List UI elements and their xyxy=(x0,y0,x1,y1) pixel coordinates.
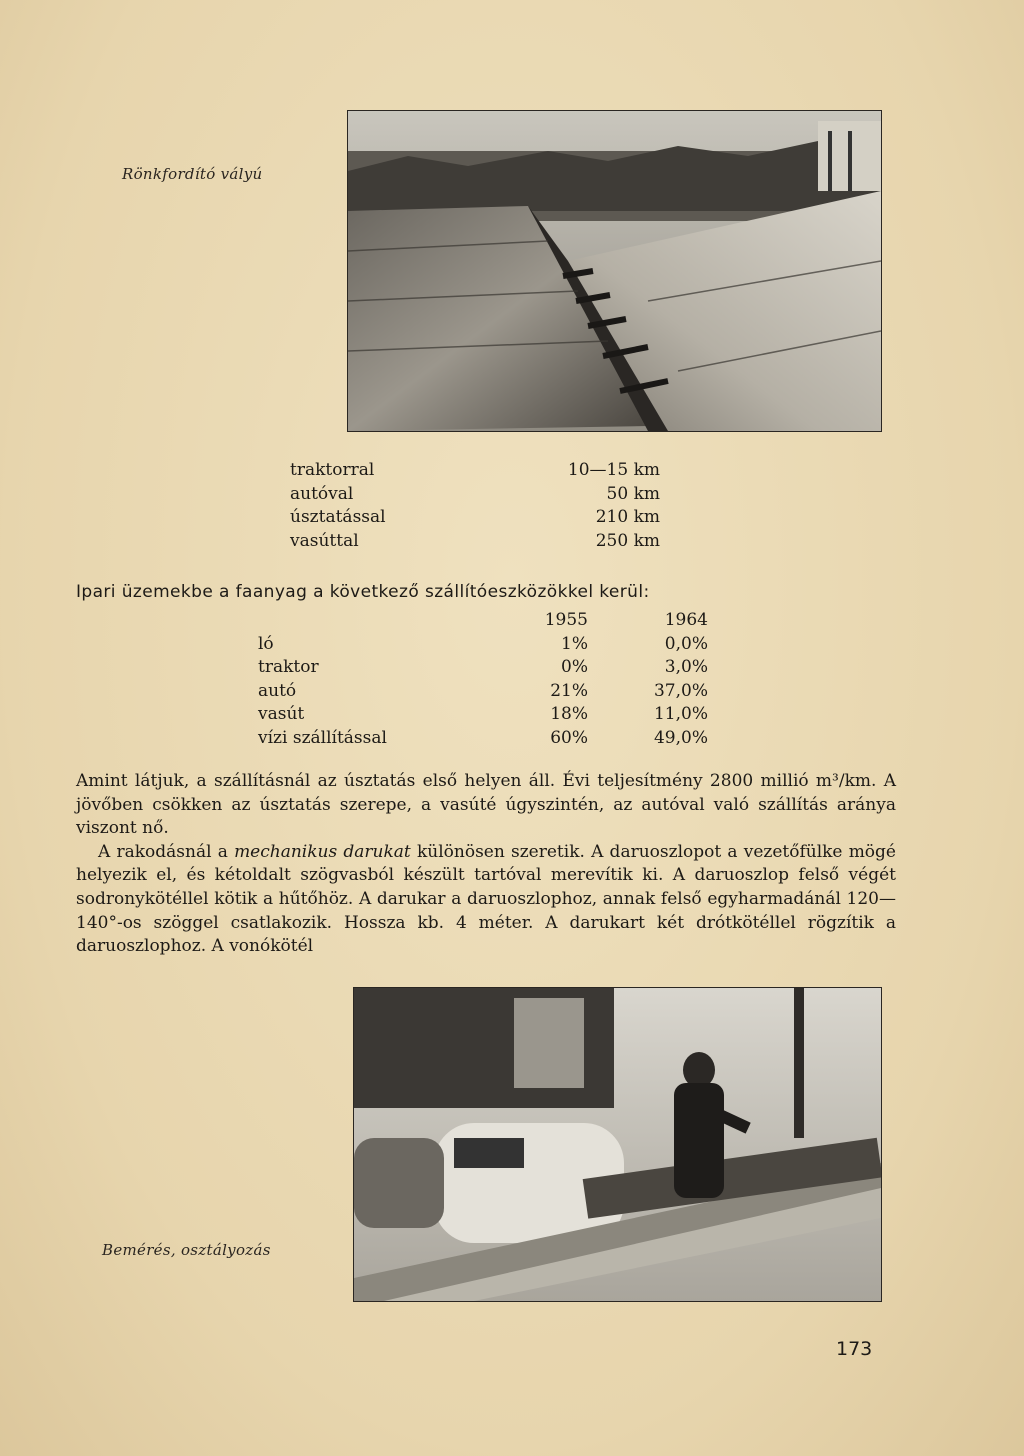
table-row xyxy=(290,531,660,555)
transport-mode: vízi szállítással xyxy=(258,727,387,748)
table-row xyxy=(258,657,728,681)
measuring-sorting-photo xyxy=(353,987,882,1302)
transport-mode: autó xyxy=(258,680,297,701)
share-1955: 0% xyxy=(561,657,588,677)
transport-mode: traktor xyxy=(258,657,319,677)
distance-mode-label: traktorral xyxy=(290,460,375,480)
year-header: 1964 xyxy=(664,610,708,630)
paragraph: A rakodásnál a mechanikus darukat különösen szeretik. A daruoszlopot a vezetőfülke mögé helyezik el, és kétoldalt szögvasból készült tartóval merevítik ki. A daruoszlop felső végét sodronykötéllel kötik a hűtőhöz. A darukar a daruoszlophoz, annak felső egyharmadánál 120—140°-os szöggel csatlakozik. Hossza kb. 4 méter. A darukart két drótkötéllel rögzítik a daruoszlophoz. A vonókötél xyxy=(76,841,896,957)
distance-mode-label: autóval xyxy=(290,483,354,504)
transport-mode: vasút xyxy=(258,704,305,724)
distance-mode-label: úsztatással xyxy=(290,507,386,527)
table-header-row xyxy=(258,610,728,634)
share-1964: 0,0% xyxy=(664,633,708,654)
share-1964: 37,0% xyxy=(653,680,708,701)
bottom-photo-caption: Bemérés, osztályozás xyxy=(102,1241,271,1259)
top-photo-caption: Rönkfordító vályú xyxy=(122,165,263,183)
body-text xyxy=(76,770,896,959)
distance-value: 10—15 km xyxy=(567,460,660,480)
transport-share-table xyxy=(258,610,728,751)
table-row xyxy=(290,507,660,531)
table-row xyxy=(258,704,728,728)
table-row xyxy=(290,460,660,484)
distance-value: 50 km xyxy=(606,483,660,504)
share-1955: 1% xyxy=(561,633,588,654)
distance-value: 210 km xyxy=(595,507,660,527)
table-row xyxy=(258,681,728,705)
page-number: 173 xyxy=(836,1338,873,1360)
intro-sentence: Ipari üzemekbe a faanyag a következő szállítóeszközökkel kerül: xyxy=(76,582,650,602)
distance-table xyxy=(290,460,660,554)
year-header: 1955 xyxy=(544,610,588,630)
table-row xyxy=(290,484,660,508)
table-row xyxy=(258,634,728,658)
distance-value: 250 km xyxy=(595,530,660,551)
share-1964: 3,0% xyxy=(664,657,708,677)
transport-mode: ló xyxy=(258,633,274,654)
distance-mode-label: vasúttal xyxy=(290,530,359,551)
emphasis: mechanikus darukat xyxy=(234,841,411,862)
share-1964: 49,0% xyxy=(653,727,708,748)
paragraph: Amint látjuk, a szállításnál az úsztatás első helyen áll. Évi teljesítmény 2800 millió m³/km. A jövőben csökken az úsztatás szerepe, a vasúté úgyszintén, az autóval való szállítás aránya viszont nő. xyxy=(76,771,896,839)
share-1955: 21% xyxy=(550,680,588,701)
table-row xyxy=(258,728,728,752)
share-1964: 11,0% xyxy=(653,704,708,724)
log-turning-trough-photo xyxy=(347,110,882,432)
share-1955: 18% xyxy=(550,704,588,724)
share-1955: 60% xyxy=(550,727,588,748)
